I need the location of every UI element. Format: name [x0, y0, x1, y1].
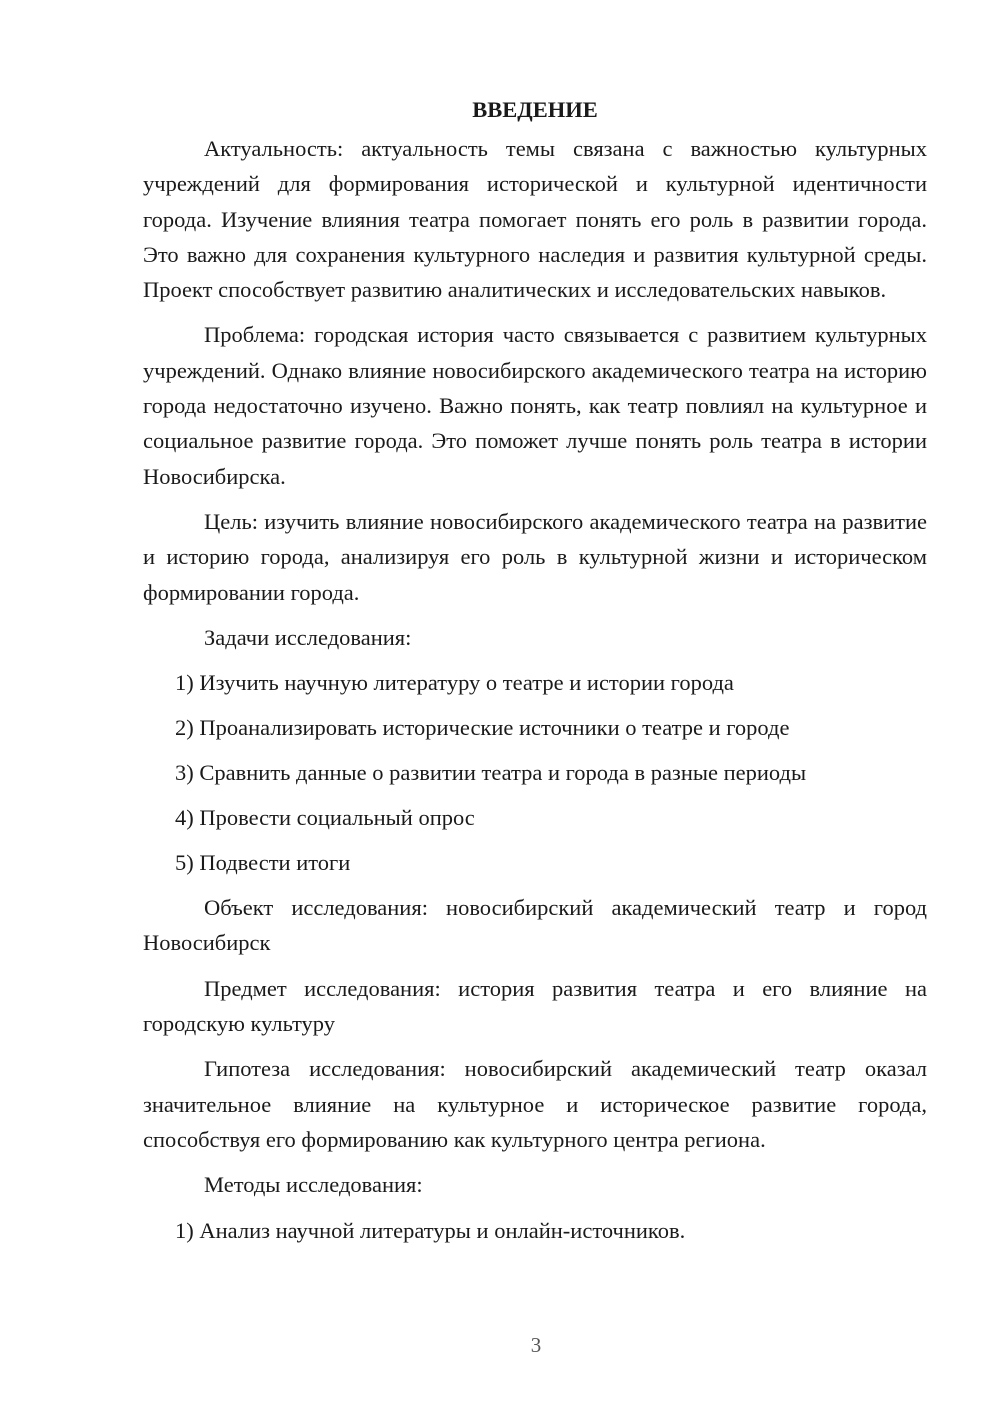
methods-heading: Методы исследования: — [204, 1172, 423, 1198]
task-item: 3) Сравнить данные о развитии театра и города в разные периоды — [175, 760, 807, 786]
page-title: ВВЕДЕНИЕ — [472, 97, 598, 122]
subject-paragraph: Предмет исследования: история развития театра и его влияние на городскую культуру — [143, 975, 927, 1037]
problem-paragraph: Проблема: городская история часто связывается с развитием культурных учреждений. Однако влияние новосибирского академического театра на историю города недостаточно изучено. Важно понять, как театр повлиял на культурное и социальное развитие города. Это поможет лучше понять роль театра в истории Новосибирска. — [143, 322, 927, 489]
task-item: 1) Изучить научную литературу о театре и истории города — [175, 670, 734, 696]
page-number: 3 — [530, 1333, 542, 1357]
task-item: 2) Проанализировать исторические источники о театре и городе — [175, 715, 790, 741]
relevance-paragraph: Актуальность: актуальность темы связана с важностью культурных учреждений для формирования исторической и культурной идентичности города. Изучение влияния театра помогает понять его роль в развитии города. Это важно для сохранения культурного наследия и развития культурной среды. Проект способствует развитию аналитических и исследовательских навыков. — [143, 136, 927, 303]
task-item: 4) Провести социальный опрос — [175, 805, 475, 831]
hypothesis-paragraph: Гипотеза исследования: новосибирский академический театр оказал значительное влияние на культурное и историческое развитие города, способствуя его формированию как культурного центра региона. — [143, 1056, 927, 1152]
page-content — [143, 92, 927, 1258]
tasks-heading: Задачи исследования: — [204, 624, 412, 650]
method-item: 1) Анализ научной литературы и онлайн-источников. — [175, 1217, 686, 1243]
task-item: 5) Подвести итоги — [175, 850, 351, 876]
object-paragraph: Объект исследования: новосибирский академический театр и город Новосибирск — [143, 895, 927, 956]
goal-paragraph: Цель: изучить влияние новосибирского академического театра на развитие и историю города, анализируя его роль в культурной жизни и историческом формировании города. — [143, 508, 927, 605]
